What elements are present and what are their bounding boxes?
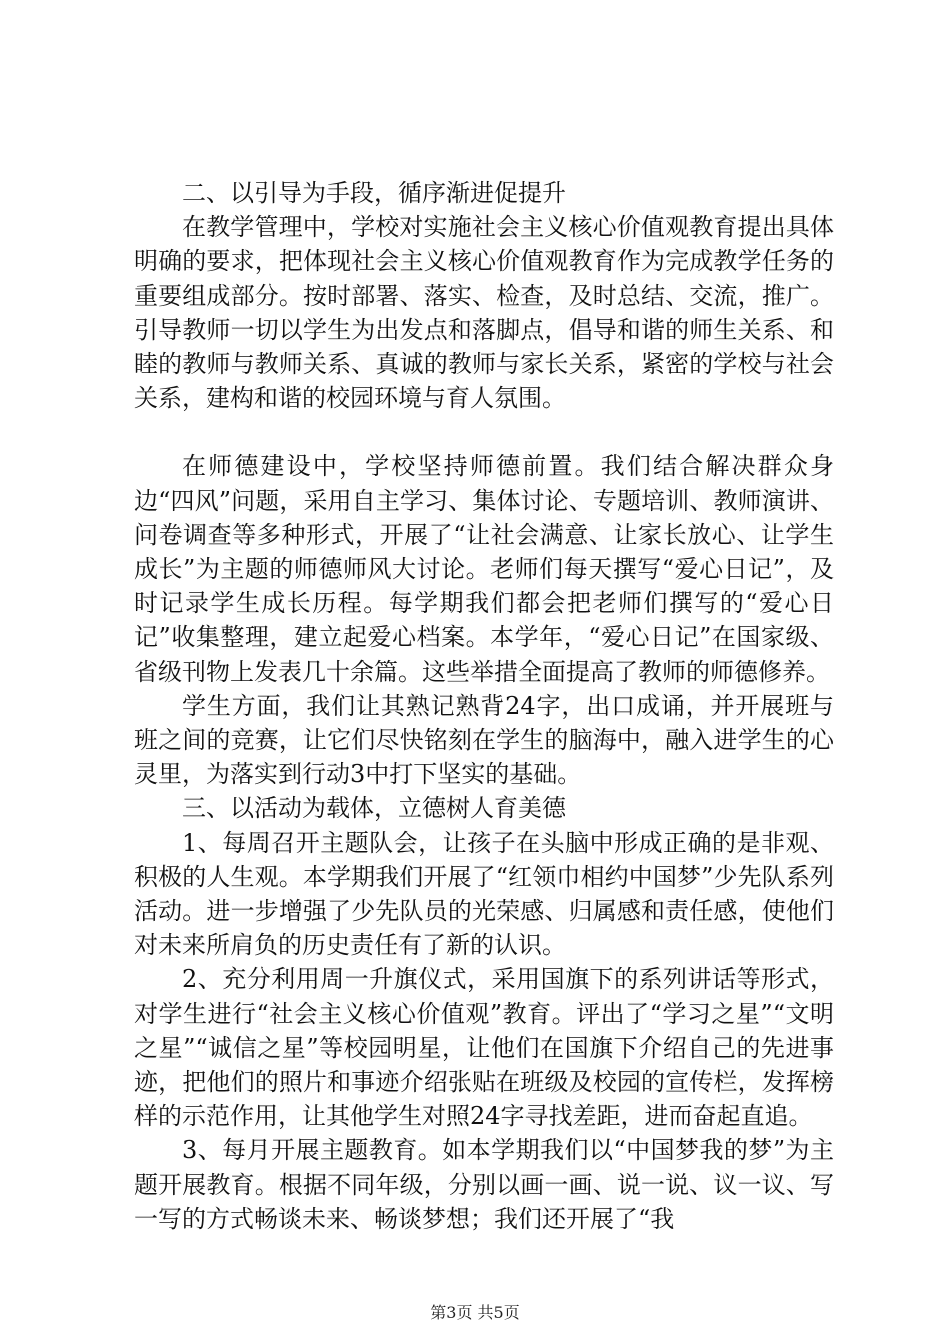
paragraph-item-2: 2、充分利用周一升旗仪式，采用国旗下的系列讲话等形式，对学生进行“社会主义核心价值观”教育。评出了“学习之星”“文明之星”“诚信之星”等校园明星，让他们在国旗下介绍自己的先进事迹，把他们的照片和事迹介绍张贴在班级及校园的宣传栏，发挥榜样的示范作用，让其他学生对照24字寻找差距，进而奋起直追。 [134, 965, 834, 1131]
paragraph-item-1: 1、每周召开主题队会，让孩子在头脑中形成正确的是非观、积极的人生观。本学期我们开展了“红领巾相约中国梦”少先队系列活动。进一步增强了少先队员的光荣感、归属感和责任感，使他们对未来所肩负的历史责任有了新的认识。 [134, 828, 834, 960]
paragraph-teaching-management: 在教学管理中，学校对实施社会主义核心价值观教育提出具体明确的要求，把体现社会主义核心价值观教育作为完成教学任务的重要组成部分。按时部署、落实、检查，及时总结、交流，推广。引导教师一切以学生为出发点和落脚点，倡导和谐的师生关系、和睦的教师与教师关系、真诚的教师与家长关系，紧密的学校与社会关系，建构和谐的校园环境与育人氛围。 [134, 213, 834, 413]
section-heading-3: 三、以活动为载体，立德树人育美德 [182, 794, 566, 823]
paragraph-teacher-ethics: 在师德建设中，学校坚持师德前置。我们结合解决群众身边“四风”问题，采用自主学习、集体讨论、专题培训、教师演讲、问卷调查等多种形式，开展了“让社会满意、让家长放心、让学生成长”为主题的师德师风大讨论。老师们每天撰写“爱心日记”，及时记录学生成长历程。每学期我们都会把老师们撰写的“爱心日记”收集整理，建立起爱心档案。本学年，“爱心日记”在国家级、省级刊物上发表几十余篇。这些举措全面提高了教师的师德修养。 [134, 452, 834, 686]
section-heading-2: 二、以引导为手段，循序渐进促提升 [182, 179, 566, 207]
paragraph-item-3: 3、每月开展主题教育。如本学期我们以“中国梦我的梦”为主题开展教育。根据不同年级，分别以画一画、说一说、议一议、写一写的方式畅谈未来、畅谈梦想；我们还开展了“我 [134, 1136, 834, 1233]
paragraph-students: 学生方面，我们让其熟记熟背24字，出口成诵，并开展班与班之间的竞赛，让它们尽快铭刻在学生的脑海中，融入进学生的心灵里，为落实到行动3中打下坚实的基础。 [134, 691, 834, 789]
document-body [134, 176, 834, 1236]
page-footer: 第3页 共5页 [430, 1303, 520, 1322]
